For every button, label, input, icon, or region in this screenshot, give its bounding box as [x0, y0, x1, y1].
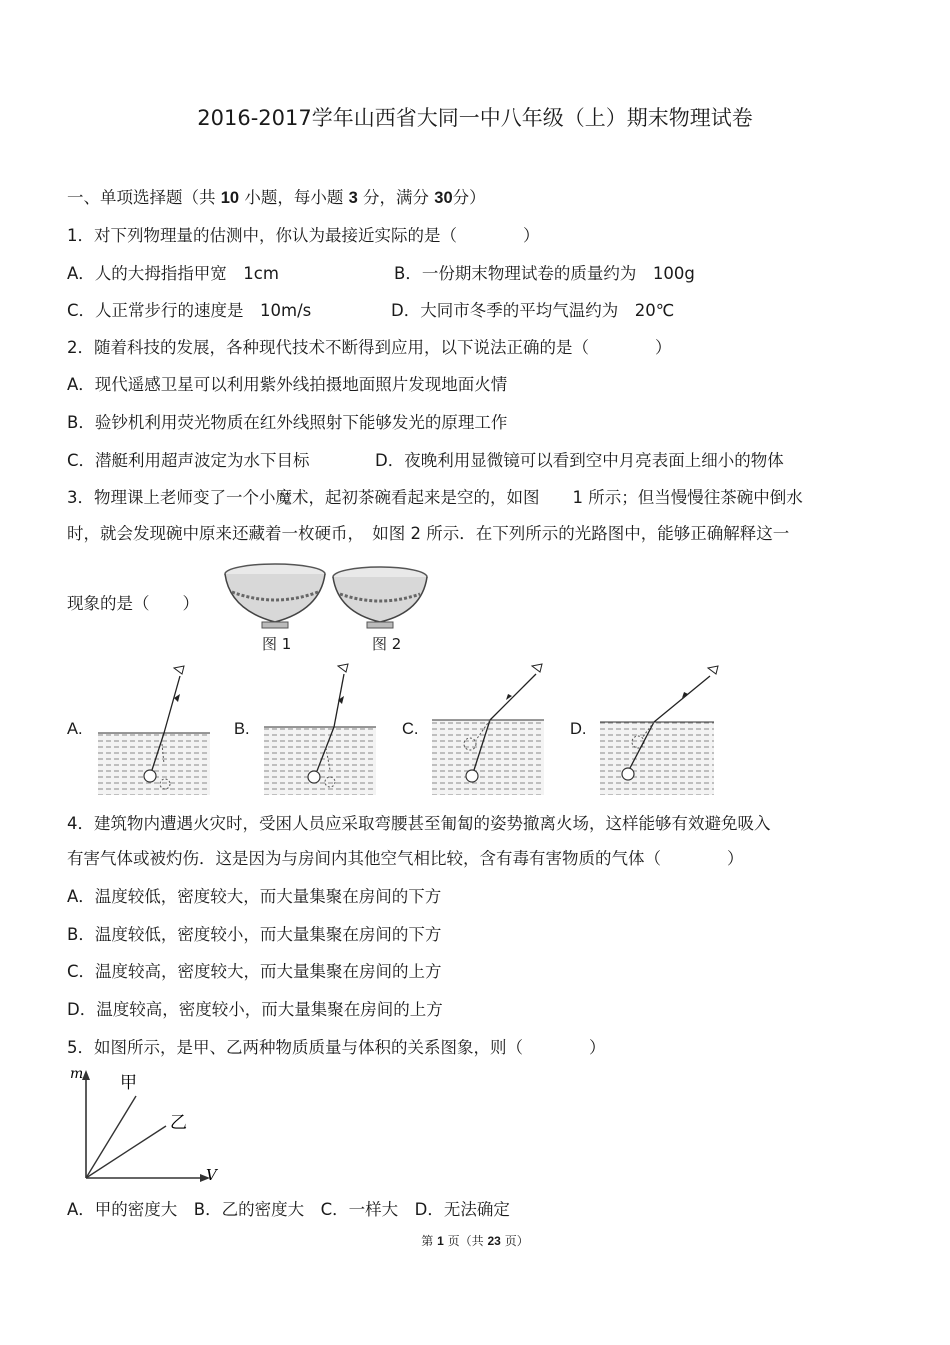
- q3-option-a-label: A.: [67, 720, 83, 738]
- fig2-caption: 图 2: [372, 635, 402, 653]
- q1-stem: 1．对下列物理量的估测中，你认为最接近实际的是（ ）: [67, 226, 540, 245]
- q2-option-b: B．验钞机利用荧光物质在红外线照射下能够发光的原理工作: [67, 413, 508, 432]
- q1-option-c: C．人正常步行的速度是 10m/s: [67, 301, 312, 320]
- q5-stem: 5．如图所示，是甲、乙两种物质质量与体积的关系图象，则（ ）: [67, 1038, 606, 1057]
- section-total: 30: [434, 189, 453, 207]
- section-suffix: 分）: [452, 188, 486, 207]
- q2-option-c: C．潜艇利用超声波定为水下目标: [67, 451, 310, 470]
- footer-mid: 页（共: [447, 1234, 484, 1248]
- q5-yi-label: 乙: [170, 1113, 187, 1133]
- q3-stem-line3: 现象的是（ ）: [67, 594, 199, 613]
- q2-stem: 2．随着科技的发展，各种现代技术不断得到应用，以下说法正确的是（ ）: [67, 338, 672, 357]
- q4-option-c: C．温度较高，密度较大，而大量集聚在房间的上方: [67, 962, 442, 981]
- footer-total: 23: [487, 1234, 501, 1248]
- q1-option-d: D．大同市冬季的平均气温约为 20℃: [391, 301, 675, 320]
- q4-option-b: B．温度较低，密度较小，而大量集聚在房间的下方: [67, 925, 442, 944]
- fig1-caption: 图 1: [262, 635, 292, 653]
- footer-page: 1: [437, 1234, 444, 1248]
- section-points: 3: [348, 189, 358, 207]
- q3-diagram-b: [264, 660, 379, 800]
- section-heading: [67, 188, 486, 208]
- q3-option-c-label: C.: [402, 720, 419, 738]
- bowl-figure-1: [225, 564, 325, 628]
- footer-post: 页）: [504, 1234, 529, 1248]
- q3-option-d-label: D.: [570, 720, 587, 738]
- q5-options: A．甲的密度大 B．乙的密度大 C．一样大 D．无法确定: [67, 1200, 510, 1219]
- footer-pre: 第: [421, 1234, 434, 1248]
- q1-option-b: B．一份期末物理试卷的质量约为 100g: [394, 264, 695, 283]
- q3-stem-line1: 3．物理课上老师变了一个小魔术，起初茶碗看起来是空的，如图 1 所示；但当慢慢往茶碗中倒水: [67, 488, 803, 507]
- q3-diagram-a: [98, 660, 213, 800]
- q4-option-a: A．温度较低，密度较大，而大量集聚在房间的下方: [67, 887, 442, 906]
- q5-mv-graph: [68, 1064, 228, 1184]
- q3-diagram-d: [600, 660, 718, 800]
- q3-diagram-c: [432, 660, 547, 800]
- q2-option-a: A．现代遥感卫星可以利用紫外线拍摄地面照片发现地面火情: [67, 375, 508, 394]
- section-mid2: 分，满分: [363, 188, 430, 207]
- q5-line-jia: [86, 1096, 136, 1178]
- q5-line-yi: [86, 1126, 166, 1178]
- q3-stem-line2: 时，就会发现碗中原来还藏着一枚硬币， 如图 2 所示．在下列所示的光路图中，能够正确解释这一: [67, 524, 790, 543]
- bowl-figure-2: [333, 567, 427, 628]
- page-footer: [0, 1232, 950, 1249]
- q3-option-b-label: B.: [234, 720, 250, 738]
- q4-stem-line1: 4．建筑物内遭遇火灾时，受困人员应采取弯腰甚至匍匐的姿势撤离火场，这样能够有效避免吸入: [67, 814, 771, 833]
- section-prefix: 一、单项选择题（共: [67, 188, 216, 207]
- q5-x-axis-label: V: [206, 1166, 217, 1184]
- q5-y-axis-label: m: [70, 1066, 84, 1082]
- q1-option-a: A．人的大拇指指甲宽 1cm: [67, 264, 279, 283]
- page-title: 2016-2017学年山西省大同一中八年级（上）期末物理试卷: [197, 106, 753, 130]
- q2-option-d: D．夜晚利用显微镜可以看到空中月亮表面上细小的物体: [375, 451, 784, 470]
- q4-option-d: D．温度较高，密度较小，而大量集聚在房间的上方: [67, 1000, 443, 1019]
- q5-jia-label: 甲: [120, 1073, 137, 1093]
- section-mid1: 小题，每小题: [244, 188, 344, 207]
- section-count: 10: [220, 189, 240, 207]
- q4-stem-line2: 有害气体或被灼伤．这是因为与房间内其他空气相比较，含有毒有害物质的气体（ ）: [67, 849, 744, 868]
